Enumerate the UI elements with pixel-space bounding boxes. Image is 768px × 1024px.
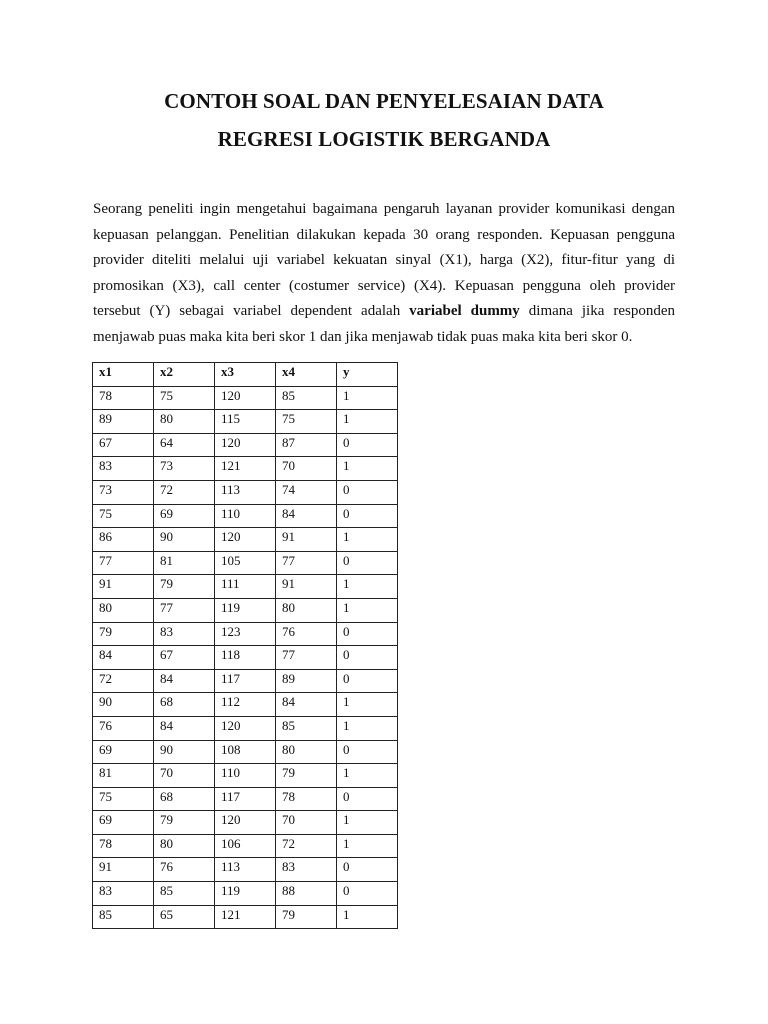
table-cell: 118 (215, 646, 276, 670)
table-row (93, 858, 398, 882)
table-row (93, 764, 398, 788)
table-cell: 0 (337, 504, 398, 528)
table-cell: 91 (276, 528, 337, 552)
table-cell: 83 (93, 882, 154, 906)
table-cell: 89 (93, 410, 154, 434)
table-cell: 72 (154, 480, 215, 504)
table-row (93, 433, 398, 457)
table-cell: 91 (93, 575, 154, 599)
table-cell: 72 (93, 669, 154, 693)
table-row (93, 693, 398, 717)
table-cell: 80 (93, 598, 154, 622)
table-cell: 78 (276, 787, 337, 811)
table-cell: 75 (154, 386, 215, 410)
table-cell: 85 (276, 386, 337, 410)
table-cell: 85 (93, 905, 154, 929)
column-header: x2 (154, 363, 215, 387)
table-cell: 68 (154, 787, 215, 811)
table-cell: 115 (215, 410, 276, 434)
table-cell: 117 (215, 787, 276, 811)
table-cell: 64 (154, 433, 215, 457)
table-row (93, 905, 398, 929)
table-cell: 84 (154, 716, 215, 740)
table-cell: 0 (337, 740, 398, 764)
table-row (93, 787, 398, 811)
table-cell: 111 (215, 575, 276, 599)
table-cell: 84 (276, 504, 337, 528)
table-cell: 0 (337, 646, 398, 670)
table-row (93, 410, 398, 434)
table-cell: 1 (337, 528, 398, 552)
table-cell: 80 (154, 834, 215, 858)
table-cell: 121 (215, 905, 276, 929)
table-cell: 70 (276, 457, 337, 481)
table-cell: 77 (276, 551, 337, 575)
table-cell: 68 (154, 693, 215, 717)
table-row (93, 669, 398, 693)
page-title-line-2: REGRESI LOGISTIK BERGANDA (217, 127, 551, 151)
table-cell: 84 (93, 646, 154, 670)
problem-description (93, 197, 675, 351)
table-cell: 65 (154, 905, 215, 929)
table-cell: 113 (215, 858, 276, 882)
table-cell: 1 (337, 575, 398, 599)
table-cell: 72 (276, 834, 337, 858)
table-row (93, 528, 398, 552)
table-cell: 79 (154, 811, 215, 835)
table-cell: 117 (215, 669, 276, 693)
table-cell: 120 (215, 811, 276, 835)
table-cell: 105 (215, 551, 276, 575)
table-row (93, 882, 398, 906)
table-cell: 87 (276, 433, 337, 457)
table-cell: 75 (276, 410, 337, 434)
table-cell: 0 (337, 622, 398, 646)
table-cell: 83 (93, 457, 154, 481)
table-cell: 76 (154, 858, 215, 882)
table-cell: 1 (337, 905, 398, 929)
table-cell: 120 (215, 528, 276, 552)
table-cell: 75 (93, 787, 154, 811)
table-row (93, 480, 398, 504)
table-row (93, 740, 398, 764)
table-cell: 0 (337, 433, 398, 457)
table-cell: 106 (215, 834, 276, 858)
table-cell: 78 (93, 386, 154, 410)
table-row (93, 646, 398, 670)
paragraph-text-2: dimana jika responden menjawab puas maka kita beri skor 1 dan jika menjawab tidak puas maka kita beri skor 0. (93, 303, 676, 345)
table-cell: 74 (276, 480, 337, 504)
table-cell: 1 (337, 598, 398, 622)
table-cell: 77 (154, 598, 215, 622)
table-cell: 81 (154, 551, 215, 575)
table-cell: 108 (215, 740, 276, 764)
table-cell: 120 (215, 386, 276, 410)
table-cell: 79 (93, 622, 154, 646)
table-cell: 69 (93, 811, 154, 835)
table-cell: 77 (93, 551, 154, 575)
table-cell: 83 (276, 858, 337, 882)
table-cell: 90 (154, 528, 215, 552)
table-row (93, 457, 398, 481)
table-cell: 84 (276, 693, 337, 717)
table-cell: 0 (337, 787, 398, 811)
table-cell: 90 (154, 740, 215, 764)
table-cell: 80 (276, 598, 337, 622)
table-cell: 88 (276, 882, 337, 906)
table-cell: 70 (154, 764, 215, 788)
table-row (93, 504, 398, 528)
table-row (93, 811, 398, 835)
table-row (93, 716, 398, 740)
table-row (93, 386, 398, 410)
table-cell: 70 (276, 811, 337, 835)
table-cell: 73 (93, 480, 154, 504)
table-cell: 1 (337, 386, 398, 410)
table-cell: 123 (215, 622, 276, 646)
table-cell: 1 (337, 764, 398, 788)
table-cell: 84 (154, 669, 215, 693)
table-cell: 0 (337, 669, 398, 693)
data-table (92, 362, 398, 929)
table-cell: 77 (276, 646, 337, 670)
table-cell: 1 (337, 693, 398, 717)
table-cell: 73 (154, 457, 215, 481)
table-cell: 1 (337, 410, 398, 434)
table-cell: 80 (154, 410, 215, 434)
page-title-line-1: CONTOH SOAL DAN PENYELESAIAN DATA (164, 89, 604, 113)
table-cell: 79 (276, 764, 337, 788)
column-header: y (337, 363, 398, 387)
table-cell: 90 (93, 693, 154, 717)
table-cell: 75 (93, 504, 154, 528)
table-cell: 69 (93, 740, 154, 764)
table-cell: 80 (276, 740, 337, 764)
table-cell: 83 (154, 622, 215, 646)
table-cell: 110 (215, 764, 276, 788)
table-cell: 1 (337, 834, 398, 858)
table-row (93, 598, 398, 622)
table-cell: 120 (215, 716, 276, 740)
table-cell: 1 (337, 811, 398, 835)
table-cell: 91 (93, 858, 154, 882)
table-cell: 67 (154, 646, 215, 670)
table-row (93, 575, 398, 599)
paragraph-bold-term: variabel dummy (409, 303, 520, 320)
table-cell: 119 (215, 882, 276, 906)
table-cell: 121 (215, 457, 276, 481)
table-cell: 79 (276, 905, 337, 929)
table-row (93, 551, 398, 575)
table-cell: 69 (154, 504, 215, 528)
paragraph-text-1: Seorang peneliti ingin mengetahui bagaimana pengaruh layanan provider komunikasi dengan kepuasan pelanggan. Penelitian dilakukan kepada 30 orang responden. Kepuasan pengguna provider diteliti melalui uji variabel kekuatan sinyal (X1), harga (X2), fitur-fitur yang di promosikan (X3), call center (costumer service) (X4). Kepuasan pengguna oleh provider tersebut (Y) sebagai variabel dependent adalah (93, 201, 675, 320)
table-cell: 76 (276, 622, 337, 646)
table-cell: 85 (154, 882, 215, 906)
table-cell: 0 (337, 551, 398, 575)
table-cell: 86 (93, 528, 154, 552)
table-row (93, 834, 398, 858)
table-cell: 76 (93, 716, 154, 740)
table-cell: 91 (276, 575, 337, 599)
table-cell: 0 (337, 858, 398, 882)
table-row (93, 622, 398, 646)
table-cell: 79 (154, 575, 215, 599)
table-cell: 120 (215, 433, 276, 457)
table-cell: 0 (337, 480, 398, 504)
table-cell: 89 (276, 669, 337, 693)
table-cell: 113 (215, 480, 276, 504)
table-cell: 110 (215, 504, 276, 528)
table-cell: 81 (93, 764, 154, 788)
table-cell: 78 (93, 834, 154, 858)
column-header: x4 (276, 363, 337, 387)
table-header-row (93, 363, 398, 387)
column-header: x3 (215, 363, 276, 387)
table-cell: 85 (276, 716, 337, 740)
table-cell: 1 (337, 716, 398, 740)
table-cell: 112 (215, 693, 276, 717)
table-cell: 1 (337, 457, 398, 481)
table-cell: 67 (93, 433, 154, 457)
table-cell: 0 (337, 882, 398, 906)
table-cell: 119 (215, 598, 276, 622)
column-header: x1 (93, 363, 154, 387)
